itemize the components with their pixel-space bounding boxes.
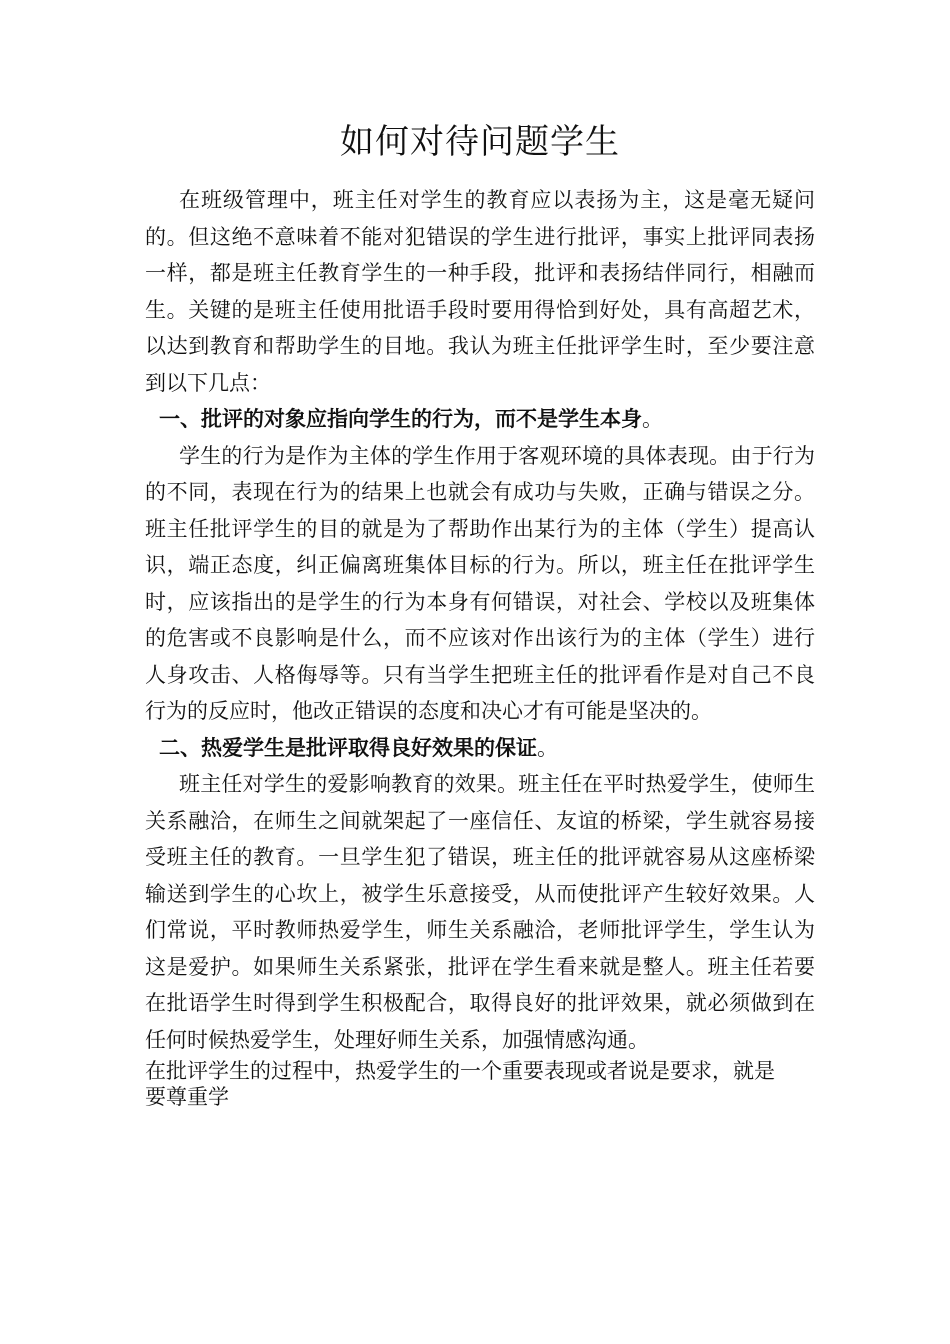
intro-paragraph: 在班级管理中，班主任对学生的教育应以表扬为主，这是毫无疑问的。但这绝不意味着不能对犯错误的学生进行批评，事实上批评同表扬一样，都是班主任教育学生的一种手段，批评和表扬结伴同行，相融而生。关键的是班主任使用批语手段时要用得恰到好处，具有高超艺术，以达到教育和帮助学生的目地。我认为班主任批评学生时，至少要注意到以下几点： — [145, 188, 815, 395]
section-2-heading-text: 二、热爱学生是批评取得良好效果的保证 — [159, 734, 537, 760]
section-1-heading — [145, 401, 815, 438]
section-2-paragraph: 班主任对学生的爱影响教育的效果。班主任在平时热爱学生，使师生关系融洽，在师生之间就架起了一座信任、友谊的桥梁，学生就容易接受班主任的教育。一旦学生犯了错误，班主任的批评就容易从这座桥梁输送到学生的心坎上，被学生乐意接受，从而使批评产生较好效果。人们常说，平时教师热爱学生，师生关系融洽，老师批评学生，学生认为这是爱护。如果师生关系紧张，批评在学生看来就是整人。班主任若要在批语学生时得到学生积极配合，取得良好的批评效果，就必须做到在任何时候热爱学生，处理好师生关系，加强情感沟通。 — [145, 772, 815, 1052]
section-1-paragraph: 学生的行为是作为主体的学生作用于客观环境的具体表现。由于行为的不同，表现在行为的结果上也就会有成功与失败，正确与错误之分。班主任批评学生的目的就是为了帮助作出某行为的主体（学生）提高认识，端正态度，纠正偏离班集体目标的行为。所以，班主任在批评学生时，应该指出的是学生的行为本身有何错误，对社会、学校以及班集体的危害或不良影响是什么，而不应该对作出该行为的主体（学生）进行人身攻击、人格侮辱等。只有当学生把班主任的批评看作是对自己不良行为的反应时，他改正错误的态度和决心才有可能是坚决的。 — [145, 443, 815, 723]
section-1-heading-text: 一、批评的对象应指向学生的行为，而不是学生本身 — [159, 406, 642, 431]
document-page — [145, 118, 815, 1110]
continuation-tail: 要尊重学 — [145, 1085, 229, 1109]
continuation-line: 在批评学生的过程中，热爱学生的一个重要表现或者说是要求，就是 — [145, 1059, 775, 1083]
section-2-heading-period: 。 — [537, 735, 558, 760]
section-2-heading — [145, 730, 815, 767]
page-title: 如何对待问题学生 — [340, 122, 620, 162]
section-1-heading-period: 。 — [642, 407, 663, 431]
